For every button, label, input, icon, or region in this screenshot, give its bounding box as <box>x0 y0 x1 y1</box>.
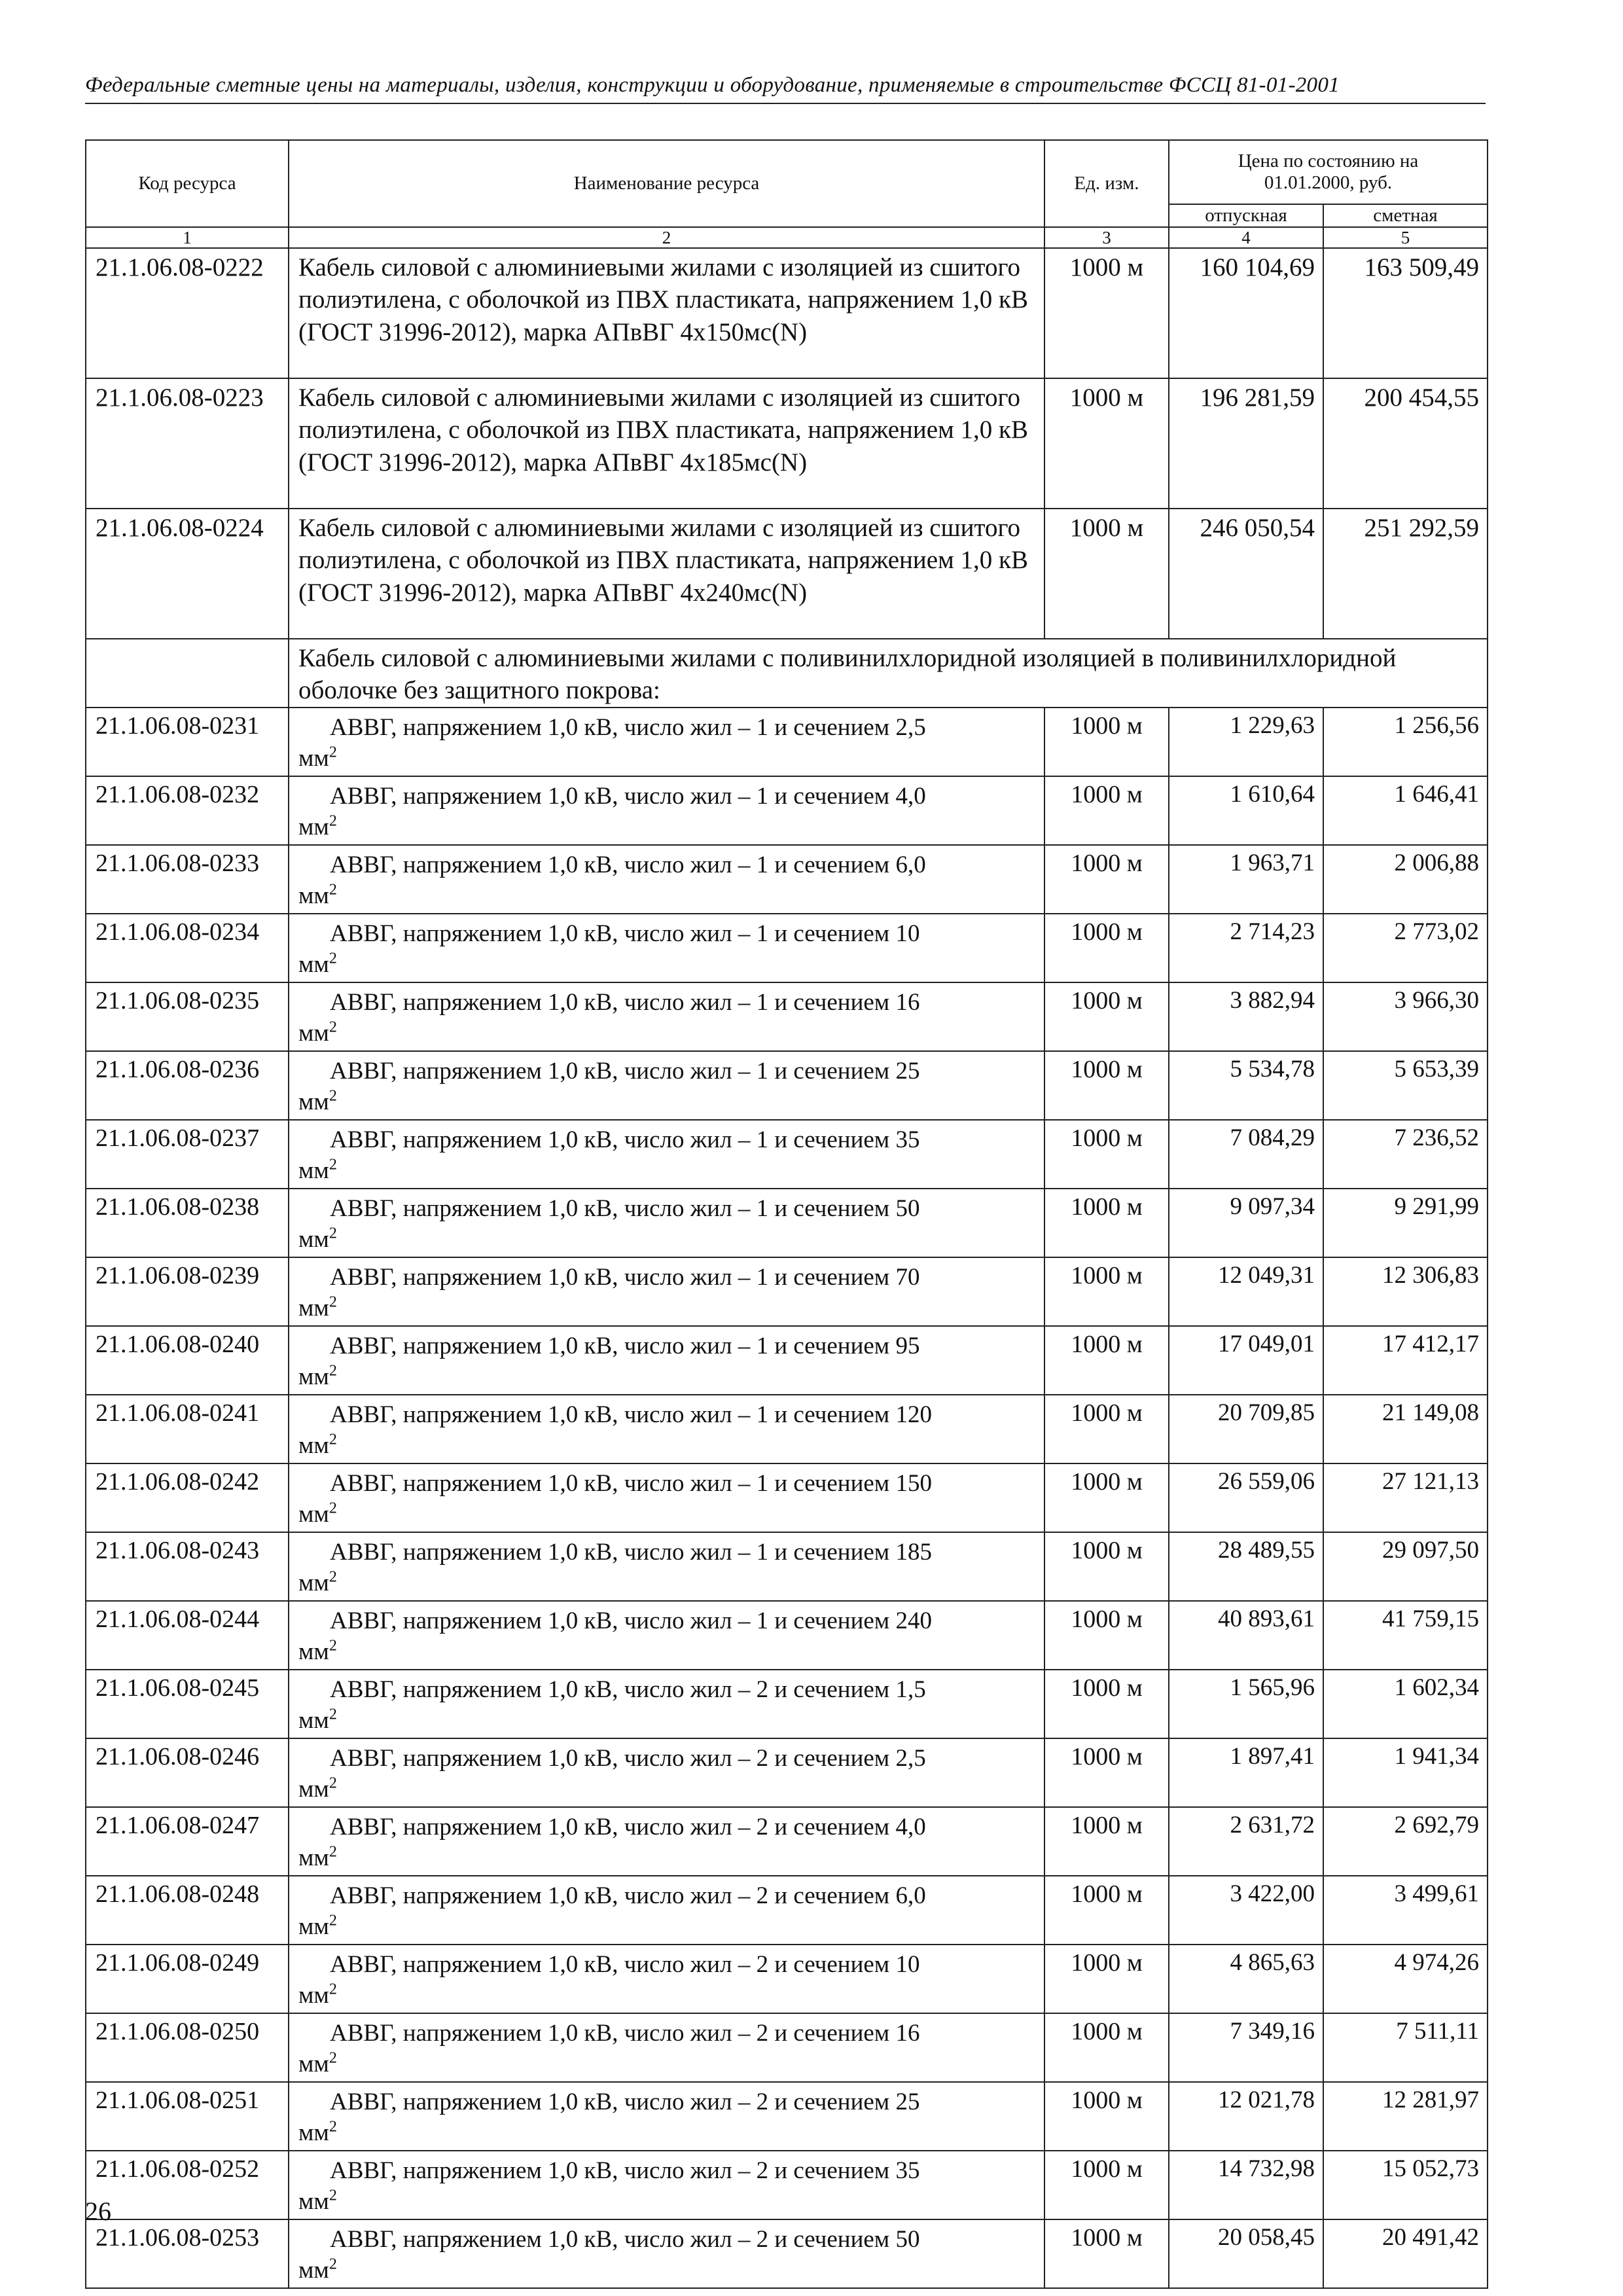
price-release: 12 021,78 <box>1169 2082 1323 2151</box>
table-row <box>86 776 1488 845</box>
resource-code: 21.1.06.08-0253 <box>86 2219 289 2288</box>
resource-unit: 1000 м <box>1044 1670 1169 1738</box>
header-name: Наименование ресурса <box>289 140 1044 227</box>
resource-name-text: АВВГ, напряжением 1,0 кВ, число жил – 1 и сечением 2,5 <box>330 713 926 741</box>
resource-name <box>289 708 1044 776</box>
table-row <box>86 845 1488 914</box>
price-release: 160 104,69 <box>1169 248 1323 378</box>
area-unit: мм <box>298 1844 329 1871</box>
resource-name-text: АВВГ, напряжением 1,0 кВ, число жил – 1 и сечением 95 <box>330 1332 920 1359</box>
resource-name <box>289 1326 1044 1395</box>
table-row <box>86 982 1488 1051</box>
area-unit-exponent: 2 <box>329 1499 337 1517</box>
column-numbers-row <box>86 227 1488 248</box>
resource-name <box>289 1395 1044 1463</box>
resource-unit: 1000 м <box>1044 1532 1169 1601</box>
resource-name-text: АВВГ, напряжением 1,0 кВ, число жил – 1 и сечением 185 <box>330 1538 932 1566</box>
resource-name <box>289 1257 1044 1326</box>
table-row <box>86 1945 1488 2013</box>
price-release: 20 709,85 <box>1169 1395 1323 1463</box>
resource-unit: 1000 м <box>1044 509 1169 639</box>
price-release: 196 281,59 <box>1169 378 1323 509</box>
resource-name <box>289 1876 1044 1945</box>
price-estimate: 1 602,34 <box>1323 1670 1488 1738</box>
price-estimate: 1 256,56 <box>1323 708 1488 776</box>
table-row <box>86 248 1488 378</box>
area-unit: мм <box>298 744 329 772</box>
table-row <box>86 1257 1488 1326</box>
resource-name-text: АВВГ, напряжением 1,0 кВ, число жил – 1 и сечением 25 <box>330 1057 920 1085</box>
price-estimate: 12 281,97 <box>1323 2082 1488 2151</box>
resource-code: 21.1.06.08-0250 <box>86 2013 289 2082</box>
col-number: 5 <box>1323 227 1488 248</box>
resource-code: 21.1.06.08-0248 <box>86 1876 289 1945</box>
resource-unit: 1000 м <box>1044 1189 1169 1257</box>
resource-name-text: АВВГ, напряжением 1,0 кВ, число жил – 2 и сечением 6,0 <box>330 1882 926 1909</box>
resource-unit: 1000 м <box>1044 248 1169 378</box>
area-unit-exponent: 2 <box>329 1912 337 1929</box>
price-estimate: 2 006,88 <box>1323 845 1488 914</box>
table-row <box>86 2082 1488 2151</box>
area-unit-exponent: 2 <box>329 1225 337 1242</box>
resource-code: 21.1.06.08-0236 <box>86 1051 289 1120</box>
resource-code: 21.1.06.08-0251 <box>86 2082 289 2151</box>
resource-name <box>289 1807 1044 1876</box>
resource-unit: 1000 м <box>1044 1051 1169 1120</box>
resource-unit: 1000 м <box>1044 708 1169 776</box>
area-unit: мм <box>298 2119 329 2146</box>
area-unit-exponent: 2 <box>329 2049 337 2067</box>
resource-code: 21.1.06.08-0242 <box>86 1463 289 1532</box>
table-row <box>86 1326 1488 1395</box>
price-estimate: 41 759,15 <box>1323 1601 1488 1670</box>
area-unit: мм <box>298 1500 329 1528</box>
resource-name <box>289 914 1044 982</box>
price-estimate: 1 646,41 <box>1323 776 1488 845</box>
price-release: 7 084,29 <box>1169 1120 1323 1189</box>
price-estimate: 7 236,52 <box>1323 1120 1488 1189</box>
price-estimate: 3 499,61 <box>1323 1876 1488 1945</box>
resource-name-text: АВВГ, напряжением 1,0 кВ, число жил – 1 и сечением 16 <box>330 988 920 1016</box>
table-row <box>86 2219 1488 2288</box>
resource-name-text: АВВГ, напряжением 1,0 кВ, число жил – 2 и сечением 25 <box>330 2088 920 2115</box>
resource-code: 21.1.06.08-0244 <box>86 1601 289 1670</box>
area-unit-exponent: 2 <box>329 812 337 830</box>
table-row <box>86 1876 1488 1945</box>
area-unit: мм <box>298 2187 329 2215</box>
resource-code: 21.1.06.08-0247 <box>86 1807 289 1876</box>
resource-unit: 1000 м <box>1044 776 1169 845</box>
header-price-estimate: сметная <box>1323 204 1488 227</box>
resource-name-text: АВВГ, напряжением 1,0 кВ, число жил – 2 и сечением 2,5 <box>330 1744 926 1772</box>
price-estimate: 21 149,08 <box>1323 1395 1488 1463</box>
price-release: 9 097,34 <box>1169 1189 1323 1257</box>
area-unit-exponent: 2 <box>329 744 337 761</box>
resource-unit: 1000 м <box>1044 1120 1169 1189</box>
price-release: 1 565,96 <box>1169 1670 1323 1738</box>
area-unit: мм <box>298 1912 329 1940</box>
header-unit: Ед. изм. <box>1044 140 1169 227</box>
area-unit-exponent: 2 <box>329 1018 337 1036</box>
price-estimate: 9 291,99 <box>1323 1189 1488 1257</box>
resource-code: 21.1.06.08-0246 <box>86 1738 289 1807</box>
price-estimate: 4 974,26 <box>1323 1945 1488 2013</box>
area-unit-exponent: 2 <box>329 881 337 899</box>
resource-unit: 1000 м <box>1044 2219 1169 2288</box>
table-row <box>86 1738 1488 1807</box>
resource-code: 21.1.06.08-0222 <box>86 248 289 378</box>
resource-unit: 1000 м <box>1044 1601 1169 1670</box>
resource-name-text: АВВГ, напряжением 1,0 кВ, число жил – 1 и сечением 150 <box>330 1469 932 1497</box>
col-number: 4 <box>1169 227 1323 248</box>
area-unit-exponent: 2 <box>329 1431 337 1448</box>
resource-name-text: АВВГ, напряжением 1,0 кВ, число жил – 2 и сечением 4,0 <box>330 1813 926 1840</box>
page-number: 26 <box>85 2197 111 2226</box>
area-unit-exponent: 2 <box>329 2255 337 2273</box>
area-unit: мм <box>298 1088 329 1115</box>
area-unit: мм <box>298 1569 329 1596</box>
price-release: 2 714,23 <box>1169 914 1323 982</box>
resource-code: 21.1.06.08-0231 <box>86 708 289 776</box>
col-number: 2 <box>289 227 1044 248</box>
price-release: 1 963,71 <box>1169 845 1323 914</box>
resource-name-text: АВВГ, напряжением 1,0 кВ, число жил – 2 и сечением 35 <box>330 2157 920 2184</box>
resource-name-text: АВВГ, напряжением 1,0 кВ, число жил – 1 и сечением 240 <box>330 1607 932 1634</box>
area-unit-exponent: 2 <box>329 2187 337 2204</box>
section-code-empty <box>86 639 289 707</box>
resource-name <box>289 1120 1044 1189</box>
resource-code: 21.1.06.08-0252 <box>86 2151 289 2219</box>
price-release: 5 534,78 <box>1169 1051 1323 1120</box>
price-estimate: 163 509,49 <box>1323 248 1488 378</box>
price-estimate: 20 491,42 <box>1323 2219 1488 2288</box>
resource-unit: 1000 м <box>1044 982 1169 1051</box>
price-release: 7 349,16 <box>1169 2013 1323 2082</box>
area-unit: мм <box>298 1363 329 1390</box>
price-estimate: 3 966,30 <box>1323 982 1488 1051</box>
table-row <box>86 1807 1488 1876</box>
resource-name: Кабель силовой с алюминиевыми жилами с изоляцией из сшитого полиэтилена, с оболочкой из ПВХ пластиката, напряжением 1,0 кВ (ГОСТ 31996-2012), марка АПвВГ 4x240мс(N) <box>289 509 1044 639</box>
resource-name-text: АВВГ, напряжением 1,0 кВ, число жил – 1 и сечением 35 <box>330 1126 920 1153</box>
resource-unit: 1000 м <box>1044 1257 1169 1326</box>
resource-code: 21.1.06.08-0224 <box>86 509 289 639</box>
resource-unit: 1000 м <box>1044 2082 1169 2151</box>
table-row <box>86 1051 1488 1120</box>
price-release: 40 893,61 <box>1169 1601 1323 1670</box>
area-unit: мм <box>298 1706 329 1734</box>
price-table <box>85 139 1488 2289</box>
resource-code: 21.1.06.08-0243 <box>86 1532 289 1601</box>
section-title: Кабель силовой с алюминиевыми жилами с поливинилхлоридной изоляцией в поливинилхлоридной оболочке без защитного покрова: <box>289 639 1488 707</box>
resource-code: 21.1.06.08-0249 <box>86 1945 289 2013</box>
price-release: 14 732,98 <box>1169 2151 1323 2219</box>
resource-code: 21.1.06.08-0233 <box>86 845 289 914</box>
resource-code: 21.1.06.08-0234 <box>86 914 289 982</box>
table-row <box>86 1463 1488 1532</box>
price-release: 4 865,63 <box>1169 1945 1323 2013</box>
area-unit-exponent: 2 <box>329 950 337 967</box>
resource-unit: 1000 м <box>1044 1945 1169 2013</box>
area-unit-exponent: 2 <box>329 1981 337 1998</box>
resource-code: 21.1.06.08-0237 <box>86 1120 289 1189</box>
table-row <box>86 708 1488 776</box>
resource-name <box>289 1670 1044 1738</box>
price-release: 2 631,72 <box>1169 1807 1323 1876</box>
price-release: 3 882,94 <box>1169 982 1323 1051</box>
resource-unit: 1000 м <box>1044 1463 1169 1532</box>
area-unit-exponent: 2 <box>329 1362 337 1380</box>
resource-name-text: АВВГ, напряжением 1,0 кВ, число жил – 1 и сечением 6,0 <box>330 851 926 878</box>
resource-name <box>289 982 1044 1051</box>
table-row <box>86 1532 1488 1601</box>
price-release: 1 897,41 <box>1169 1738 1323 1807</box>
resource-unit: 1000 м <box>1044 1395 1169 1463</box>
area-unit-exponent: 2 <box>329 1774 337 1792</box>
price-estimate: 1 941,34 <box>1323 1738 1488 1807</box>
resource-name-text: АВВГ, напряжением 1,0 кВ, число жил – 2 и сечением 50 <box>330 2225 920 2253</box>
area-unit-exponent: 2 <box>329 1706 337 1723</box>
table-row <box>86 914 1488 982</box>
table-row <box>86 1395 1488 1463</box>
table-row <box>86 378 1488 509</box>
table-row <box>86 1670 1488 1738</box>
resource-code: 21.1.06.08-0223 <box>86 378 289 509</box>
area-unit-exponent: 2 <box>329 1637 337 1655</box>
table-body <box>86 248 1488 2287</box>
col-number: 1 <box>86 227 289 248</box>
area-unit: мм <box>298 1638 329 1665</box>
table-row <box>86 1120 1488 1189</box>
price-estimate: 15 052,73 <box>1323 2151 1488 2219</box>
table-row <box>86 1189 1488 1257</box>
price-estimate: 2 692,79 <box>1323 1807 1488 1876</box>
resource-name: Кабель силовой с алюминиевыми жилами с изоляцией из сшитого полиэтилена, с оболочкой из ПВХ пластиката, напряжением 1,0 кВ (ГОСТ 31996-2012), марка АПвВГ 4x150мс(N) <box>289 248 1044 378</box>
resource-unit: 1000 м <box>1044 1326 1169 1395</box>
area-unit: мм <box>298 1775 329 1803</box>
table-row <box>86 1601 1488 1670</box>
resource-name <box>289 776 1044 845</box>
area-unit: мм <box>298 2256 329 2284</box>
resource-unit: 1000 м <box>1044 845 1169 914</box>
resource-unit: 1000 м <box>1044 378 1169 509</box>
resource-unit: 1000 м <box>1044 1738 1169 1807</box>
resource-code: 21.1.06.08-0235 <box>86 982 289 1051</box>
table-row <box>86 509 1488 639</box>
price-estimate: 27 121,13 <box>1323 1463 1488 1532</box>
resource-name <box>289 845 1044 914</box>
resource-name-text: АВВГ, напряжением 1,0 кВ, число жил – 1 и сечением 50 <box>330 1194 920 1222</box>
resource-unit: 1000 м <box>1044 1876 1169 1945</box>
price-release: 17 049,01 <box>1169 1326 1323 1395</box>
resource-name <box>289 2013 1044 2082</box>
price-estimate: 12 306,83 <box>1323 1257 1488 1326</box>
resource-name: Кабель силовой с алюминиевыми жилами с изоляцией из сшитого полиэтилена, с оболочкой из ПВХ пластиката, напряжением 1,0 кВ (ГОСТ 31996-2012), марка АПвВГ 4x185мс(N) <box>289 378 1044 509</box>
running-header: Федеральные сметные цены на материалы, изделия, конструкции и оборудование, применяемые в строительстве ФССЦ 81-01-2001 <box>85 73 1486 104</box>
header-price-release: отпускная <box>1169 204 1323 227</box>
price-estimate: 29 097,50 <box>1323 1532 1488 1601</box>
section-row <box>86 639 1488 707</box>
resource-name-text: АВВГ, напряжением 1,0 кВ, число жил – 1 и сечением 120 <box>330 1401 932 1428</box>
area-unit: мм <box>298 882 329 909</box>
resource-name <box>289 1051 1044 1120</box>
resource-code: 21.1.06.08-0232 <box>86 776 289 845</box>
resource-name-text: АВВГ, напряжением 1,0 кВ, число жил – 2 и сечением 10 <box>330 1950 920 1978</box>
table-row <box>86 2151 1488 2219</box>
area-unit: мм <box>298 1294 329 1321</box>
resource-code: 21.1.06.08-0239 <box>86 1257 289 1326</box>
area-unit-exponent: 2 <box>329 1087 337 1105</box>
resource-name-text: АВВГ, напряжением 1,0 кВ, число жил – 1 и сечением 10 <box>330 920 920 947</box>
resource-name <box>289 1601 1044 1670</box>
price-estimate: 17 412,17 <box>1323 1326 1488 1395</box>
area-unit: мм <box>298 813 329 840</box>
resource-unit: 1000 м <box>1044 914 1169 982</box>
resource-code: 21.1.06.08-0240 <box>86 1326 289 1395</box>
resource-unit: 1000 м <box>1044 1807 1169 1876</box>
area-unit-exponent: 2 <box>329 1293 337 1311</box>
col-number: 3 <box>1044 227 1169 248</box>
price-estimate: 5 653,39 <box>1323 1051 1488 1120</box>
area-unit: мм <box>298 1431 329 1459</box>
area-unit: мм <box>298 2050 329 2077</box>
resource-name <box>289 1738 1044 1807</box>
resource-name-text: АВВГ, напряжением 1,0 кВ, число жил – 1 и сечением 4,0 <box>330 782 926 810</box>
resource-unit: 1000 м <box>1044 2151 1169 2219</box>
resource-code: 21.1.06.08-0241 <box>86 1395 289 1463</box>
price-release: 20 058,45 <box>1169 2219 1323 2288</box>
price-estimate: 200 454,55 <box>1323 378 1488 509</box>
price-estimate: 2 773,02 <box>1323 914 1488 982</box>
price-estimate: 251 292,59 <box>1323 509 1488 639</box>
area-unit: мм <box>298 1019 329 1047</box>
price-release: 26 559,06 <box>1169 1463 1323 1532</box>
header-code: Код ресурса <box>86 140 289 227</box>
resource-name <box>289 1463 1044 1532</box>
area-unit: мм <box>298 1981 329 2009</box>
resource-name <box>289 2082 1044 2151</box>
price-release: 1 229,63 <box>1169 708 1323 776</box>
resource-name-text: АВВГ, напряжением 1,0 кВ, число жил – 2 и сечением 16 <box>330 2019 920 2047</box>
area-unit: мм <box>298 1157 329 1184</box>
price-release: 1 610,64 <box>1169 776 1323 845</box>
resource-name <box>289 1189 1044 1257</box>
area-unit-exponent: 2 <box>329 1843 337 1861</box>
price-release: 28 489,55 <box>1169 1532 1323 1601</box>
area-unit-exponent: 2 <box>329 1568 337 1586</box>
price-estimate: 7 511,11 <box>1323 2013 1488 2082</box>
resource-name <box>289 1945 1044 2013</box>
header-price-group: Цена по состоянию на 01.01.2000, руб. <box>1169 140 1488 204</box>
price-release: 3 422,00 <box>1169 1876 1323 1945</box>
resource-name-text: АВВГ, напряжением 1,0 кВ, число жил – 1 и сечением 70 <box>330 1263 920 1291</box>
table-row <box>86 2013 1488 2082</box>
price-release: 12 049,31 <box>1169 1257 1323 1326</box>
price-release: 246 050,54 <box>1169 509 1323 639</box>
area-unit: мм <box>298 950 329 978</box>
area-unit-exponent: 2 <box>329 2118 337 2136</box>
resource-name <box>289 1532 1044 1601</box>
area-unit-exponent: 2 <box>329 1156 337 1174</box>
resource-name <box>289 2219 1044 2288</box>
resource-code: 21.1.06.08-0245 <box>86 1670 289 1738</box>
resource-name-text: АВВГ, напряжением 1,0 кВ, число жил – 2 и сечением 1,5 <box>330 1676 926 1703</box>
resource-name <box>289 2151 1044 2219</box>
area-unit: мм <box>298 1225 329 1253</box>
resource-code: 21.1.06.08-0238 <box>86 1189 289 1257</box>
resource-unit: 1000 м <box>1044 2013 1169 2082</box>
